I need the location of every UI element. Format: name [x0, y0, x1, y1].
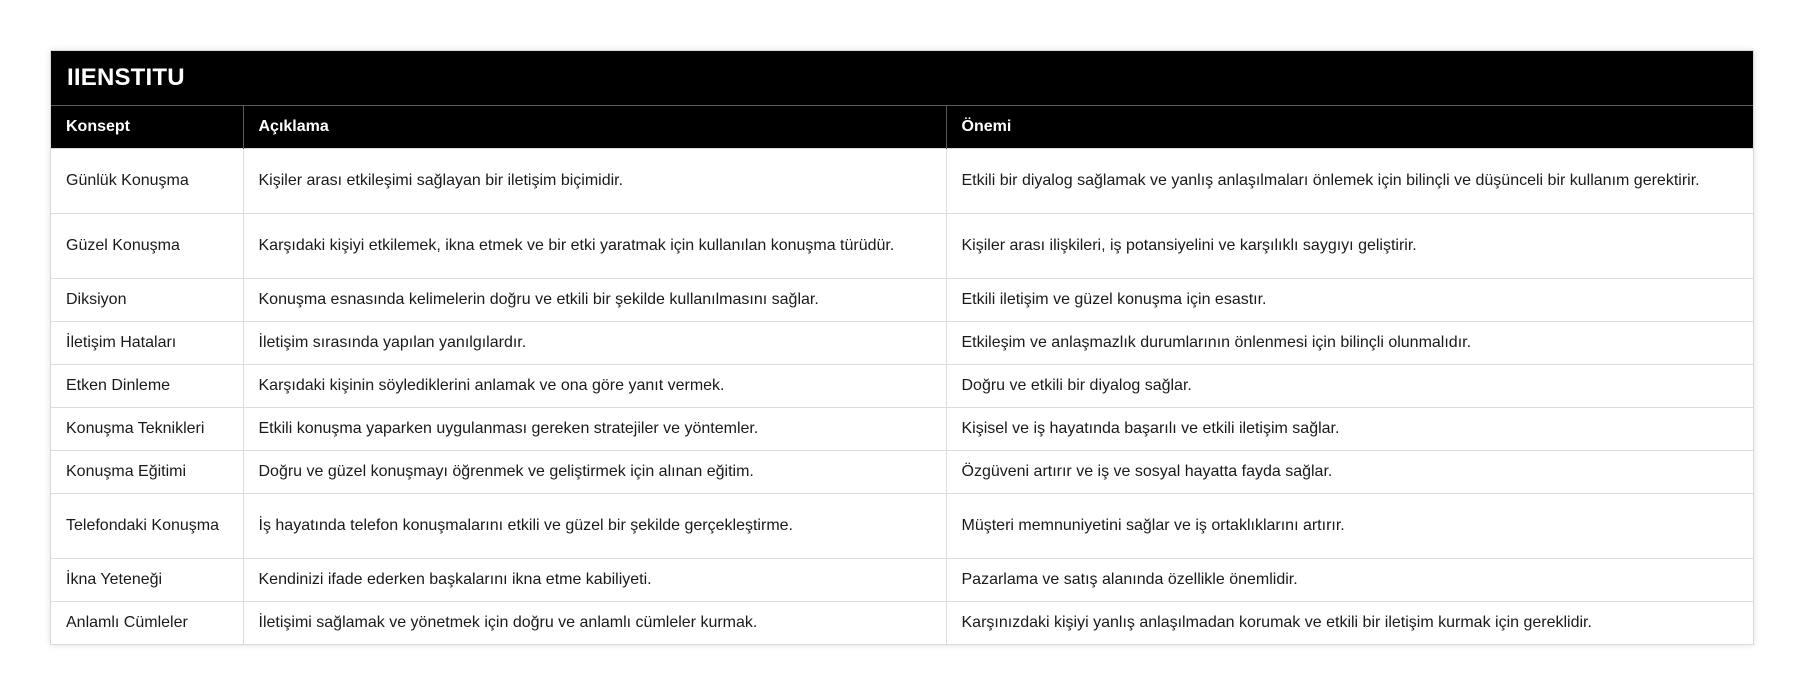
table-row [51, 322, 1753, 365]
cell-importance: Etkileşim ve anlaşmazlık durumlarının önlenmesi için bilinçli olunmalıdır. [946, 322, 1753, 365]
cell-importance: Kişisel ve iş hayatında başarılı ve etkili iletişim sağlar. [946, 408, 1753, 451]
cell-importance: Özgüveni artırır ve iş ve sosyal hayatta fayda sağlar. [946, 451, 1753, 494]
cell-concept: Günlük Konuşma [51, 149, 243, 214]
cell-description: Etkili konuşma yaparken uygulanması gereken stratejiler ve yöntemler. [243, 408, 946, 451]
cell-description: Doğru ve güzel konuşmayı öğrenmek ve geliştirmek için alınan eğitim. [243, 451, 946, 494]
table-row [51, 214, 1753, 279]
cell-description: İletişim sırasında yapılan yanılgılardır. [243, 322, 946, 365]
cell-importance: Müşteri memnuniyetini sağlar ve iş ortaklıklarını artırır. [946, 494, 1753, 559]
table-row [51, 451, 1753, 494]
brand-title: IIENSTITU [51, 51, 1753, 106]
cell-concept: Anlamlı Cümleler [51, 602, 243, 645]
cell-description: Kendinizi ifade ederken başkalarını ikna etme kabiliyeti. [243, 559, 946, 602]
cell-importance: Pazarlama ve satış alanında özellikle önemlidir. [946, 559, 1753, 602]
cell-concept: Telefondaki Konuşma [51, 494, 243, 559]
cell-importance: Karşınızdaki kişiyi yanlış anlaşılmadan korumak ve etkili bir iletişim kurmak için gereklidir. [946, 602, 1753, 645]
column-header-description: Açıklama [243, 106, 946, 149]
cell-concept: Diksiyon [51, 279, 243, 322]
cell-description: Karşıdaki kişiyi etkilemek, ikna etmek ve bir etki yaratmak için kullanılan konuşma türüdür. [243, 214, 946, 279]
cell-description: İş hayatında telefon konuşmalarını etkili ve güzel bir şekilde gerçekleştirme. [243, 494, 946, 559]
cell-concept: Konuşma Teknikleri [51, 408, 243, 451]
column-header-concept: Konsept [51, 106, 243, 149]
table-row [51, 408, 1753, 451]
concept-table [51, 106, 1753, 644]
cell-importance: Kişiler arası ilişkileri, iş potansiyelini ve karşılıklı saygıyı geliştirir. [946, 214, 1753, 279]
concept-table-card [50, 50, 1754, 645]
table-row [51, 365, 1753, 408]
column-header-importance: Önemi [946, 106, 1753, 149]
table-row [51, 602, 1753, 645]
table-row [51, 494, 1753, 559]
table-row [51, 559, 1753, 602]
cell-description: Konuşma esnasında kelimelerin doğru ve etkili bir şekilde kullanılmasını sağlar. [243, 279, 946, 322]
table-row [51, 279, 1753, 322]
cell-importance: Etkili iletişim ve güzel konuşma için esastır. [946, 279, 1753, 322]
table-body [51, 149, 1753, 645]
table-row [51, 149, 1753, 214]
cell-importance: Doğru ve etkili bir diyalog sağlar. [946, 365, 1753, 408]
cell-concept: İkna Yeteneği [51, 559, 243, 602]
cell-description: İletişimi sağlamak ve yönetmek için doğru ve anlamlı cümleler kurmak. [243, 602, 946, 645]
cell-concept: Konuşma Eğitimi [51, 451, 243, 494]
cell-importance: Etkili bir diyalog sağlamak ve yanlış anlaşılmaları önlemek için bilinçli ve düşünceli bir kullanım gerektirir. [946, 149, 1753, 214]
cell-concept: İletişim Hataları [51, 322, 243, 365]
cell-description: Kişiler arası etkileşimi sağlayan bir iletişim biçimidir. [243, 149, 946, 214]
cell-description: Karşıdaki kişinin söylediklerini anlamak ve ona göre yanıt vermek. [243, 365, 946, 408]
table-header [51, 106, 1753, 149]
header-row [51, 106, 1753, 149]
cell-concept: Güzel Konuşma [51, 214, 243, 279]
cell-concept: Etken Dinleme [51, 365, 243, 408]
